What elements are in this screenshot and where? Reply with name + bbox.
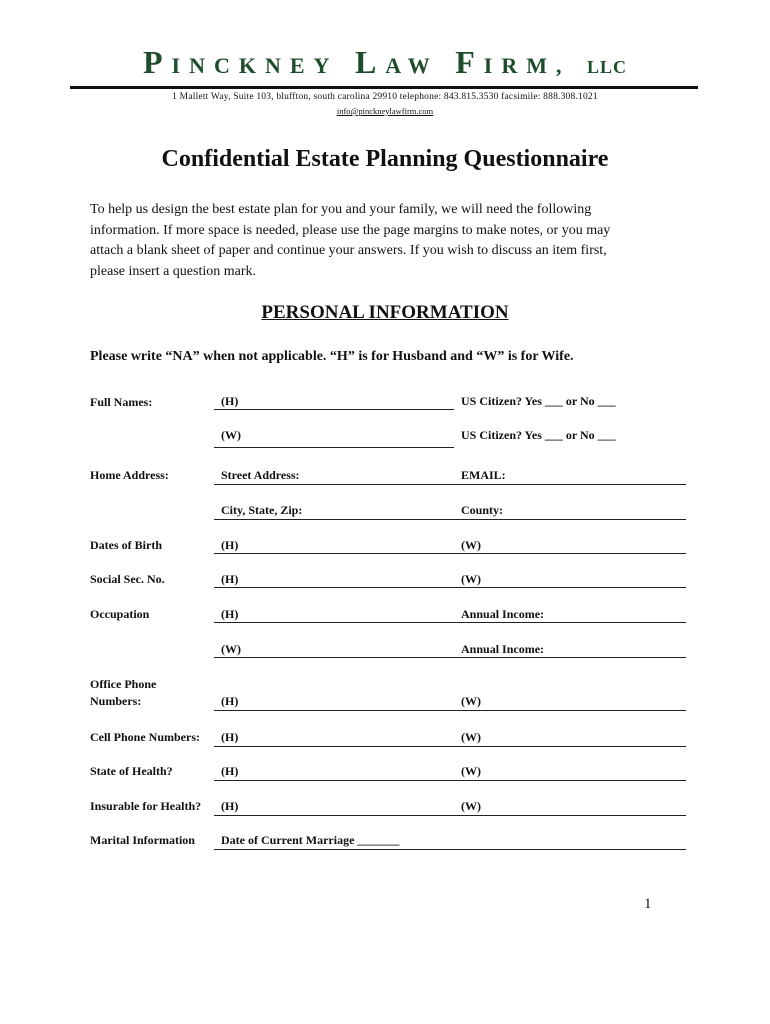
occupation-wife-field[interactable] bbox=[214, 657, 686, 658]
us-citizen-wife[interactable]: US Citizen? Yes ___ or No ___ bbox=[461, 428, 616, 442]
page-number: 1 bbox=[644, 896, 652, 912]
firm-name-initial-l: L bbox=[354, 44, 386, 80]
email-label: EMAIL: bbox=[461, 468, 506, 482]
firm-name-llc: LLC bbox=[587, 57, 628, 77]
firm-name bbox=[0, 42, 770, 87]
firm-name-initial-p: P bbox=[142, 44, 172, 80]
insurable-field[interactable] bbox=[214, 815, 686, 816]
firm-name-rest-3: IRM, bbox=[483, 53, 571, 78]
dob-husband-label: (H) bbox=[221, 538, 239, 552]
office-phone-wife-label: (W) bbox=[461, 694, 481, 708]
city-state-zip-field[interactable] bbox=[214, 519, 686, 520]
intro-line: information. If more space is needed, please use the page margins to make notes, or you may bbox=[90, 222, 611, 238]
label-marital: Marital Information bbox=[90, 833, 195, 847]
label-social-sec: Social Sec. No. bbox=[90, 572, 165, 586]
insurable-husband-label: (H) bbox=[221, 799, 239, 813]
label-full-names: Full Names: bbox=[90, 395, 153, 409]
full-name-husband-field[interactable] bbox=[214, 409, 454, 410]
intro-line: To help us design the best estate plan for you and your family, we will need the following bbox=[90, 202, 592, 217]
label-office-phone-1: Office Phone bbox=[90, 677, 157, 691]
health-husband-label: (H) bbox=[221, 764, 239, 778]
dob-wife-label: (W) bbox=[461, 538, 481, 552]
instruction-note: Please write “NA” when not applicable. “H” is for Husband and “W” is for Wife. bbox=[90, 349, 574, 364]
social-sec-field[interactable] bbox=[214, 587, 686, 588]
county-label: County: bbox=[461, 503, 504, 517]
intro-line: attach a blank sheet of paper and continue your answers. If you wish to discuss an item first, bbox=[90, 243, 607, 259]
ssn-husband-label: (H) bbox=[221, 572, 239, 586]
intro-line: please insert a question mark. bbox=[90, 263, 257, 279]
office-phone-husband-label: (H) bbox=[221, 694, 239, 708]
cell-phone-wife-label: (W) bbox=[461, 730, 481, 744]
dates-of-birth-field[interactable] bbox=[214, 553, 686, 554]
full-name-wife-label: (W) bbox=[221, 428, 241, 442]
label-state-of-health: State of Health? bbox=[90, 764, 173, 778]
label-dates-of-birth: Dates of Birth bbox=[90, 538, 162, 552]
office-phone-field[interactable] bbox=[214, 710, 686, 711]
firm-name-rest-2: AW bbox=[385, 53, 439, 78]
label-insurable: Insurable for Health? bbox=[90, 799, 202, 813]
annual-income-wife-label: Annual Income: bbox=[461, 642, 545, 656]
firm-name-initial-f: F bbox=[455, 44, 484, 80]
occupation-wife-label: (W) bbox=[221, 642, 241, 656]
full-name-husband-label: (H) bbox=[221, 394, 239, 408]
us-citizen-husband[interactable]: US Citizen? Yes ___ or No ___ bbox=[461, 394, 616, 408]
label-home-address: Home Address: bbox=[90, 468, 169, 482]
section-title: PERSONAL INFORMATION bbox=[261, 302, 509, 323]
state-of-health-field[interactable] bbox=[214, 780, 686, 781]
occupation-husband-field[interactable] bbox=[214, 622, 686, 623]
firm-name-rest-1: INCKNEY bbox=[171, 53, 339, 78]
firm-address: 1 Mallett Way, Suite 103, bluffton, south carolina 29910 telephone: 843.815.3530 facsimile: 888.308.1021 bbox=[172, 92, 598, 102]
health-wife-label: (W) bbox=[461, 764, 481, 778]
occupation-husband-label: (H) bbox=[221, 607, 239, 621]
date-of-marriage[interactable]: Date of Current Marriage _______ bbox=[221, 833, 400, 847]
letterhead-rule bbox=[70, 86, 698, 89]
cell-phone-husband-label: (H) bbox=[221, 730, 239, 744]
ssn-wife-label: (W) bbox=[461, 572, 481, 586]
insurable-wife-label: (W) bbox=[461, 799, 481, 813]
street-address-label: Street Address: bbox=[221, 468, 300, 482]
annual-income-husband-label: Annual Income: bbox=[461, 607, 545, 621]
city-state-zip-label: City, State, Zip: bbox=[221, 503, 303, 517]
label-occupation: Occupation bbox=[90, 607, 150, 621]
cell-phone-field[interactable] bbox=[214, 746, 686, 747]
intro-paragraph bbox=[90, 200, 670, 282]
document-title: Confidential Estate Planning Questionnaire bbox=[161, 146, 609, 172]
full-name-wife-field[interactable] bbox=[214, 447, 454, 448]
label-office-phone-2: Numbers: bbox=[90, 694, 142, 708]
label-cell-phone: Cell Phone Numbers: bbox=[90, 730, 200, 744]
marital-field[interactable] bbox=[214, 849, 686, 850]
firm-email[interactable]: info@pinckneylawfirm.com bbox=[336, 106, 434, 116]
street-address-field[interactable] bbox=[214, 484, 686, 485]
